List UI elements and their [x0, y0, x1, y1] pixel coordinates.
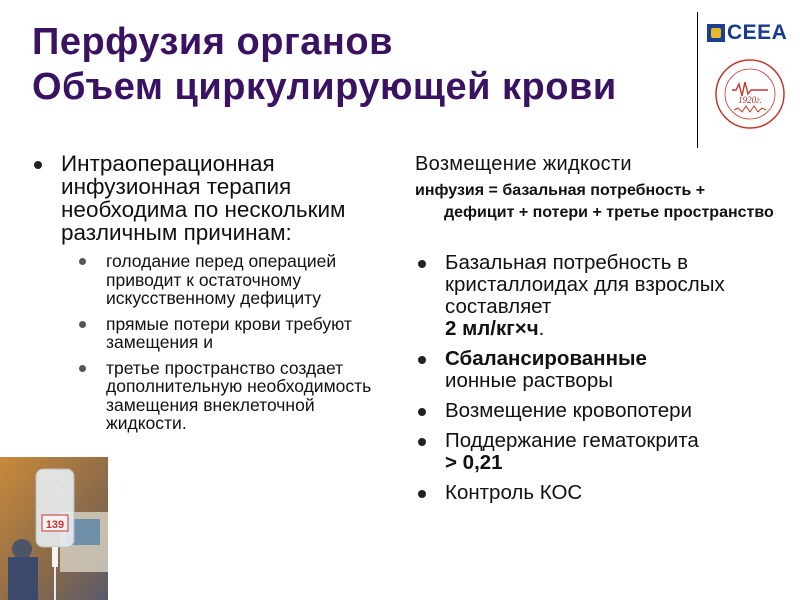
- formula-line-2: дефицит + потери + третье пространство: [444, 204, 774, 221]
- left-column: [32, 152, 392, 440]
- bullet-icon: [79, 321, 86, 328]
- infusion-formula: [415, 180, 785, 224]
- list-item: Базальная потребность в кристаллоидах для взрослых составляет 2 мл/кг×ч.: [415, 252, 785, 340]
- main-text: Интраоперационная инфузионная терапия необходима по нескольким различным причинам:: [61, 151, 346, 245]
- bullet-icon: [418, 490, 426, 498]
- list-item: Сбалансированные ионные растворы: [415, 348, 785, 392]
- sub-list-item: третье пространство создает дополнительную необходимость замещения внеклеточной жидкости.: [79, 359, 392, 433]
- bullet-icon: [418, 408, 426, 416]
- sub-list-item: прямые потери крови требуют замещения и: [79, 315, 392, 352]
- iv-drip-photo-icon: [0, 457, 108, 600]
- title-line-2: Объем циркулирующей крови: [32, 66, 617, 108]
- bullet-icon: [418, 438, 426, 446]
- fluid-list: [415, 252, 785, 504]
- bullet-icon: [418, 356, 426, 364]
- sub-list-item: голодание перед операцией приводит к остаточному искусственному дефициту: [79, 252, 392, 308]
- list-item: Возмещение кровопотери: [415, 400, 785, 422]
- slide-title: [32, 20, 692, 110]
- seal-year: 1920г.: [738, 95, 762, 105]
- bullet-icon: [79, 365, 86, 372]
- bag-label: 139: [45, 519, 65, 531]
- title-line-1: Перфузия органов: [32, 21, 393, 63]
- bullet-icon: [34, 161, 42, 169]
- university-seal-icon: [712, 56, 788, 132]
- medical-emblem-icon: [707, 24, 725, 42]
- sub-list: [32, 252, 392, 433]
- list-item: Контроль КОС: [415, 482, 785, 504]
- right-column: [415, 152, 785, 512]
- fluid-heading: Возмещение жидкости: [415, 153, 632, 175]
- header-divider: [697, 12, 698, 148]
- list-item: [32, 152, 392, 244]
- formula-line-1: инфузия = базальная потребность +: [415, 182, 706, 199]
- bullet-icon: [79, 258, 86, 265]
- ceea-logo: [707, 22, 787, 44]
- list-item: Поддержание гематокрита > 0,21: [415, 430, 785, 474]
- bullet-icon: [418, 260, 426, 268]
- ceea-logo-text: CEEA: [727, 21, 788, 44]
